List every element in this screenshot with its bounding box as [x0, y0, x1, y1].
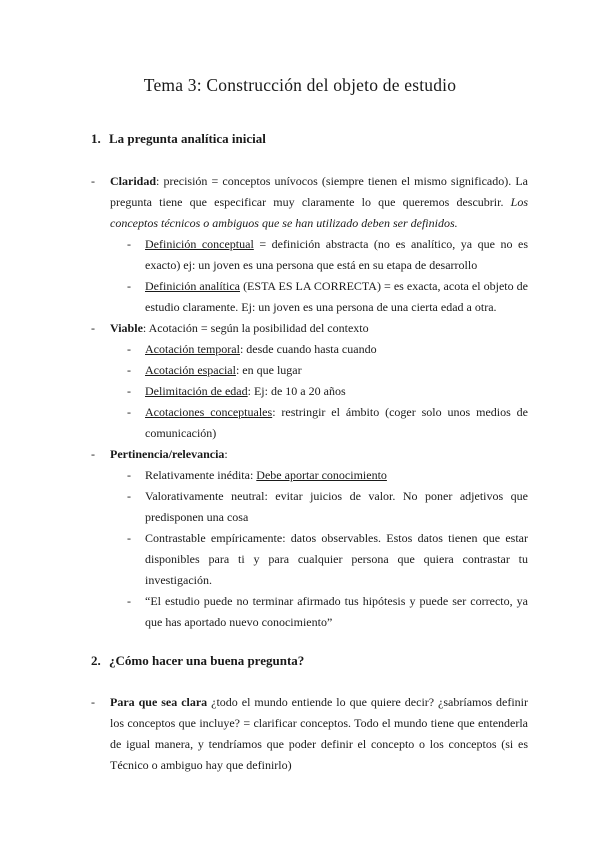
- delimitacion-edad-term: Delimitación de edad: [145, 384, 248, 398]
- bullet-dash: -: [127, 468, 131, 482]
- claridad-text: : precisión = conceptos unívocos (siempre tienen el mismo significado). La pregunta tiene que especificar muy claramente lo que queremos descubrir.: [110, 174, 528, 209]
- list-item-text: Valorativamente neutral: evitar juicios de valor. No poner adjetivos que predisponen una cosa: [145, 489, 528, 524]
- section-1-title: La pregunta analítica inicial: [109, 131, 266, 146]
- acotacion-temporal-term: Acotación temporal: [145, 342, 240, 356]
- clara-paragraph: [110, 692, 528, 776]
- pertinencia-text: :: [224, 447, 228, 461]
- bullet-dash: -: [127, 237, 131, 251]
- section-2-heading: [91, 653, 304, 669]
- list-item: [145, 465, 528, 486]
- quote-text: “El estudio puede no terminar afirmado tus hipótesis y puede ser correcto, ya que has aportado nuevo conocimiento”: [145, 594, 528, 629]
- bullet-dash: -: [91, 695, 95, 709]
- bullet-dash: -: [127, 594, 131, 608]
- definicion-analitica-term: Definición analítica: [145, 279, 241, 293]
- list-item: [145, 339, 528, 360]
- list-item: [145, 234, 528, 276]
- list-item-text: = definición abstracta (no es analítico, ya que no es exacto) ej: un joven es una persona que está en su etapa de desarrollo: [145, 237, 528, 272]
- bullet-dash: -: [127, 384, 131, 398]
- claridad-paragraph: [110, 171, 528, 234]
- list-item: [145, 276, 528, 318]
- pertinencia-term: Pertinencia/relevancia: [110, 447, 225, 461]
- list-item-text: Contrastable empíricamente: datos observables. Estos datos tienen que estar disponibles para ti y para cualquier persona que quiera contrastar tu investigación.: [145, 531, 528, 587]
- bullet-dash: -: [127, 342, 131, 356]
- bullet-dash: -: [127, 531, 131, 545]
- aportar-conocimiento-text: Debe aportar conocimiento: [256, 468, 387, 482]
- list-item: [145, 381, 528, 402]
- list-item: [145, 360, 528, 381]
- acotacion-espacial-term: Acotación espacial: [145, 363, 236, 377]
- definicion-conceptual-term: Definición conceptual: [145, 237, 254, 251]
- bullet-dash: -: [127, 489, 131, 503]
- list-item-text: Relativamente inédita:: [145, 468, 257, 482]
- list-item: [145, 402, 528, 444]
- page-title: Tema 3: Construcción del objeto de estudio: [143, 75, 457, 95]
- clara-term: Para que sea clara: [110, 695, 208, 709]
- list-item-text: : en que lugar: [235, 363, 302, 377]
- list-item-text: : desde cuando hasta cuando: [239, 342, 377, 356]
- section-2-title: ¿Cómo hacer una buena pregunta?: [109, 653, 305, 668]
- clara-text: ¿todo el mundo entiende lo que quiere decir? ¿sabríamos definir los conceptos que incluye? = clarificar conceptos. Todo el mundo tiene que entenderla de igual manera, y tendríamos que poder definir el concepto o los conceptos (si es Técnico o ambiguo hay que definirlo): [110, 695, 528, 772]
- viable-paragraph: [110, 318, 528, 339]
- list-item: [145, 528, 528, 591]
- claridad-italic: Los conceptos técnicos o ambiguos que se han utilizado deben ser definidos.: [110, 195, 528, 230]
- section-1-heading: [91, 131, 266, 147]
- list-item-text: : Ej: de 10 a 20 años: [247, 384, 346, 398]
- bullet-dash: -: [91, 447, 95, 461]
- viable-term: Viable: [110, 321, 143, 335]
- bullet-dash: -: [91, 321, 95, 335]
- list-item: [145, 591, 528, 633]
- section-1-number: 1.: [91, 131, 101, 146]
- list-item-text: (ESTA ES LA CORRECTA) = es exacta, acota el objeto de estudio claramente. Ej: un joven es una persona de una cierta edad a otra.: [145, 279, 528, 314]
- bullet-dash: -: [127, 363, 131, 377]
- bullet-dash: -: [127, 405, 131, 419]
- claridad-term: Claridad: [110, 174, 157, 188]
- pertinencia-paragraph: [110, 444, 528, 465]
- acotaciones-conceptuales-term: Acotaciones conceptuales: [145, 405, 273, 419]
- section-2-number: 2.: [91, 653, 101, 668]
- bullet-dash: -: [91, 174, 95, 188]
- viable-text: : Acotación = según la posibilidad del contexto: [142, 321, 369, 335]
- list-item: [145, 486, 528, 528]
- bullet-dash: -: [127, 279, 131, 293]
- list-item-text: : restringir el ámbito (coger solo unos medios de comunicación): [145, 405, 528, 440]
